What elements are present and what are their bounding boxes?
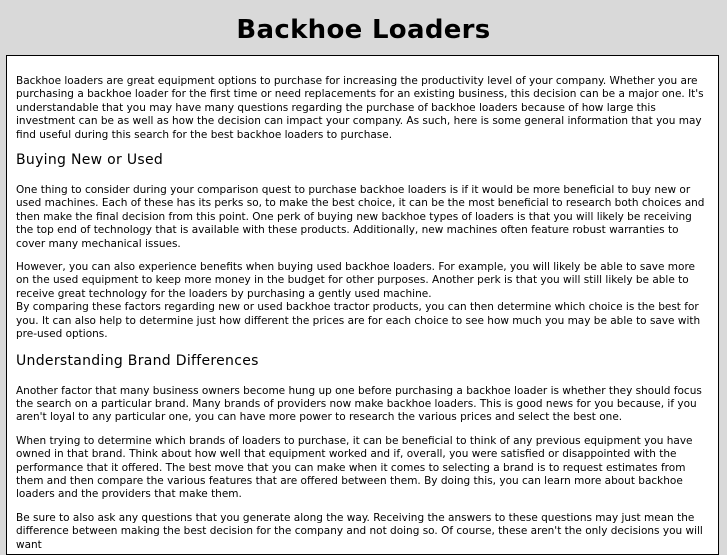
section-heading-brands: Understanding Brand Differences <box>16 352 259 369</box>
paragraph: By comparing these factors regarding new or used backhoe tractor products, you can then determine which choice is the best for you. It can also help to determine just how different the prices are for each choice to see how much you may be able to save with pre-used options. <box>16 301 701 341</box>
paragraph: One thing to consider during your comparison quest to purchase backhoe loaders is if it would be more beneficial to buy new or used machines. Each of these has its perks so, to make the best choice, it can be the most beneficial to research both choices and then make the final decision from this point. One perk of buying new backhoe types of loaders is that you will likely be receiving the top end of technology that is available with these products. Additionally, new machines often feature robust warranties to cover many mechanical issues. <box>16 184 705 250</box>
intro-paragraph: Backhoe loaders are great equipment options to purchase for increasing the productivity level of your company. Whether you are purchasing a backhoe loader for the first time or need replacements for an existing business, this decision can be a major one. It's understandable that you may have many questions regarding the purchase of backhoe loaders because of how large this investment can be as well as how the decision can impact your company. As such, here is some general information that you may find useful during this search for the best backhoe loaders to purchase. <box>16 75 704 141</box>
section-heading-buying: Buying New or Used <box>16 152 164 169</box>
paragraph: When trying to determine which brands of loaders to purchase, it can be beneficial to think of any previous equipment you have owned in that brand. Think about how well that equipment worked and if, overall, you were satisfied or disappointed with the performance that it offered. The best move that you can make when it comes to selecting a brand is to request estimates from them and then compare the various features that are offered between them. By doing this, you can learn more about backhoe loaders and the providers that make them. <box>16 434 693 501</box>
paragraph: Be sure to also ask any questions that you generate along the way. Receiving the answers to these questions may just mean the difference between making the best decision for the company and not doing so. Of course, these aren't the only decisions you will want <box>16 511 703 551</box>
article-content <box>6 55 719 555</box>
page-title: Backhoe Loaders <box>236 15 491 45</box>
page-header <box>0 0 727 55</box>
paragraph: Another factor that many business owners become hung up one before purchasing a backhoe loader is whether they should focus the search on a particular brand. Many brands of providers now make backhoe loaders. This is good news for you because, if you aren't loyal to any particular one, you can have more power to research the various prices and select the best one. <box>16 384 702 424</box>
paragraph: However, you can also experience benefits when buying used backhoe loaders. For example, you will likely be able to save more on the used equipment to keep more money in the budget for other purposes. Another perk is that you will still likely be able to receive great technology for the loaders by purchasing a gently used machine. <box>16 261 696 300</box>
